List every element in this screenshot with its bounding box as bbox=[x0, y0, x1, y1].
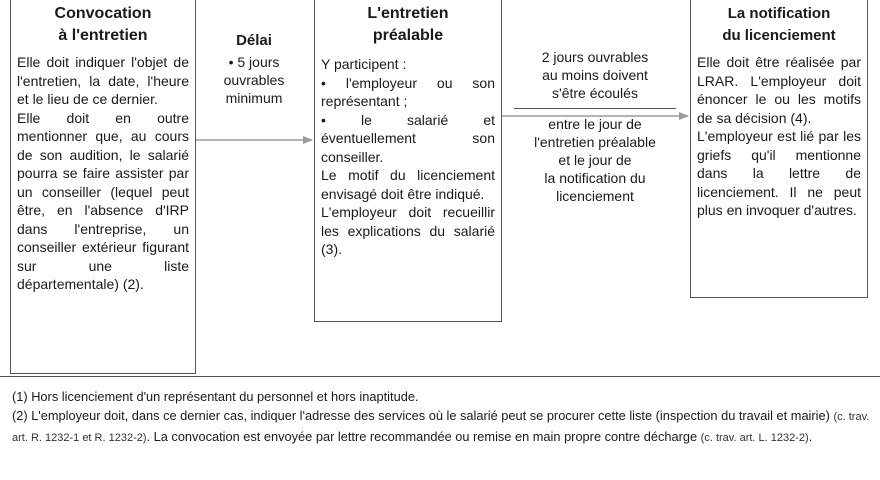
convocation-box bbox=[10, 0, 196, 374]
middle-bottom-line-1: entre le jour de bbox=[548, 116, 642, 132]
middle-bottom-line-4: la notification du bbox=[544, 170, 646, 186]
entretien-paragraph-1: Y participent : bbox=[321, 56, 407, 72]
footnote-2-text-b: . La convocation est envoyée par lettre recommandée ou remise en main propre contre décharge bbox=[146, 429, 698, 444]
entretien-box bbox=[314, 0, 502, 322]
footnotes bbox=[0, 376, 880, 480]
convocation-title: Convocation à l'entretien bbox=[54, 5, 152, 44]
middle-divider bbox=[514, 108, 676, 109]
delai-line-2: ouvrables bbox=[223, 72, 285, 88]
delai-column bbox=[204, 32, 304, 107]
notification-paragraph-1: Elle doit être réalisée par LRAR. L'employeur doit énoncer le ou les motifs de sa décision (4). bbox=[697, 54, 861, 126]
entretien-paragraph-3: • le salarié et éventuellement son conseiller. bbox=[321, 111, 495, 165]
delai-notification-column bbox=[508, 48, 682, 205]
notification-title: La notification du licenciement bbox=[722, 5, 836, 44]
convocation-paragraph-1: Elle doit indiquer l'objet de l'entretien, la date, l'heure et le lieu de ce dernier. bbox=[17, 54, 189, 107]
delai-line-3: minimum bbox=[225, 90, 283, 106]
delai-line-1: • 5 jours bbox=[228, 54, 280, 70]
convocation-body bbox=[11, 53, 195, 294]
entretien-paragraph-5: L'employeur doit recueillir les explications du salarié (3). bbox=[321, 204, 495, 257]
footnote-2-reference-1: (c. trav. art. R. 1232-1 et R. 1232-2) bbox=[12, 411, 870, 444]
entretien-paragraph-2: • l'employeur ou son représentant ; bbox=[321, 74, 495, 109]
middle-top-line-1: 2 jours ouvrables bbox=[541, 49, 649, 65]
notification-paragraph-2: L'employeur est lié par les griefs qu'il mentionne dans la lettre de licenciement. Il ne peut plus en invoquer d'autres. bbox=[697, 128, 861, 218]
entretien-paragraph-4: Le motif du licenciement envisagé doit être indiqué. bbox=[321, 167, 495, 202]
notification-box bbox=[690, 0, 868, 298]
entretien-body bbox=[315, 55, 501, 259]
footnote-2-end: . bbox=[808, 429, 813, 444]
footnote-1: (1) Hors licenciement d'un représentant du personnel et hors inaptitude. bbox=[12, 389, 419, 404]
middle-bottom-line-2: l'entretien préalable bbox=[534, 134, 656, 150]
footnote-2 bbox=[12, 406, 870, 448]
footnote-2-text-a: (2) L'employeur doit, dans ce dernier cas, indiquer l'adresse des services où le salarié peut se procurer cette liste (inspection du travail et mairie) bbox=[12, 408, 830, 423]
footnote-2-reference-2: (c. trav. art. L. 1232-2) bbox=[700, 432, 809, 444]
middle-bottom-line-3: et le jour de bbox=[558, 152, 632, 168]
delai-heading: Délai bbox=[236, 32, 272, 49]
convocation-paragraph-2: Elle doit en outre mentionner que, au cours de son audition, le salarié pourra se faire assister par un conseiller (lequel peut être, en l'absence d'IRP dans l'entreprise, un conseiller extérieur figurant sur une liste départementale) (2). bbox=[17, 109, 189, 292]
middle-top-line-3: s'être écoulés bbox=[552, 85, 638, 101]
middle-bottom-line-5: licenciement bbox=[556, 188, 634, 204]
notification-body bbox=[691, 53, 867, 220]
middle-top-line-2: au moins doivent bbox=[542, 67, 648, 83]
entretien-title: L'entretien préalable bbox=[367, 5, 449, 44]
